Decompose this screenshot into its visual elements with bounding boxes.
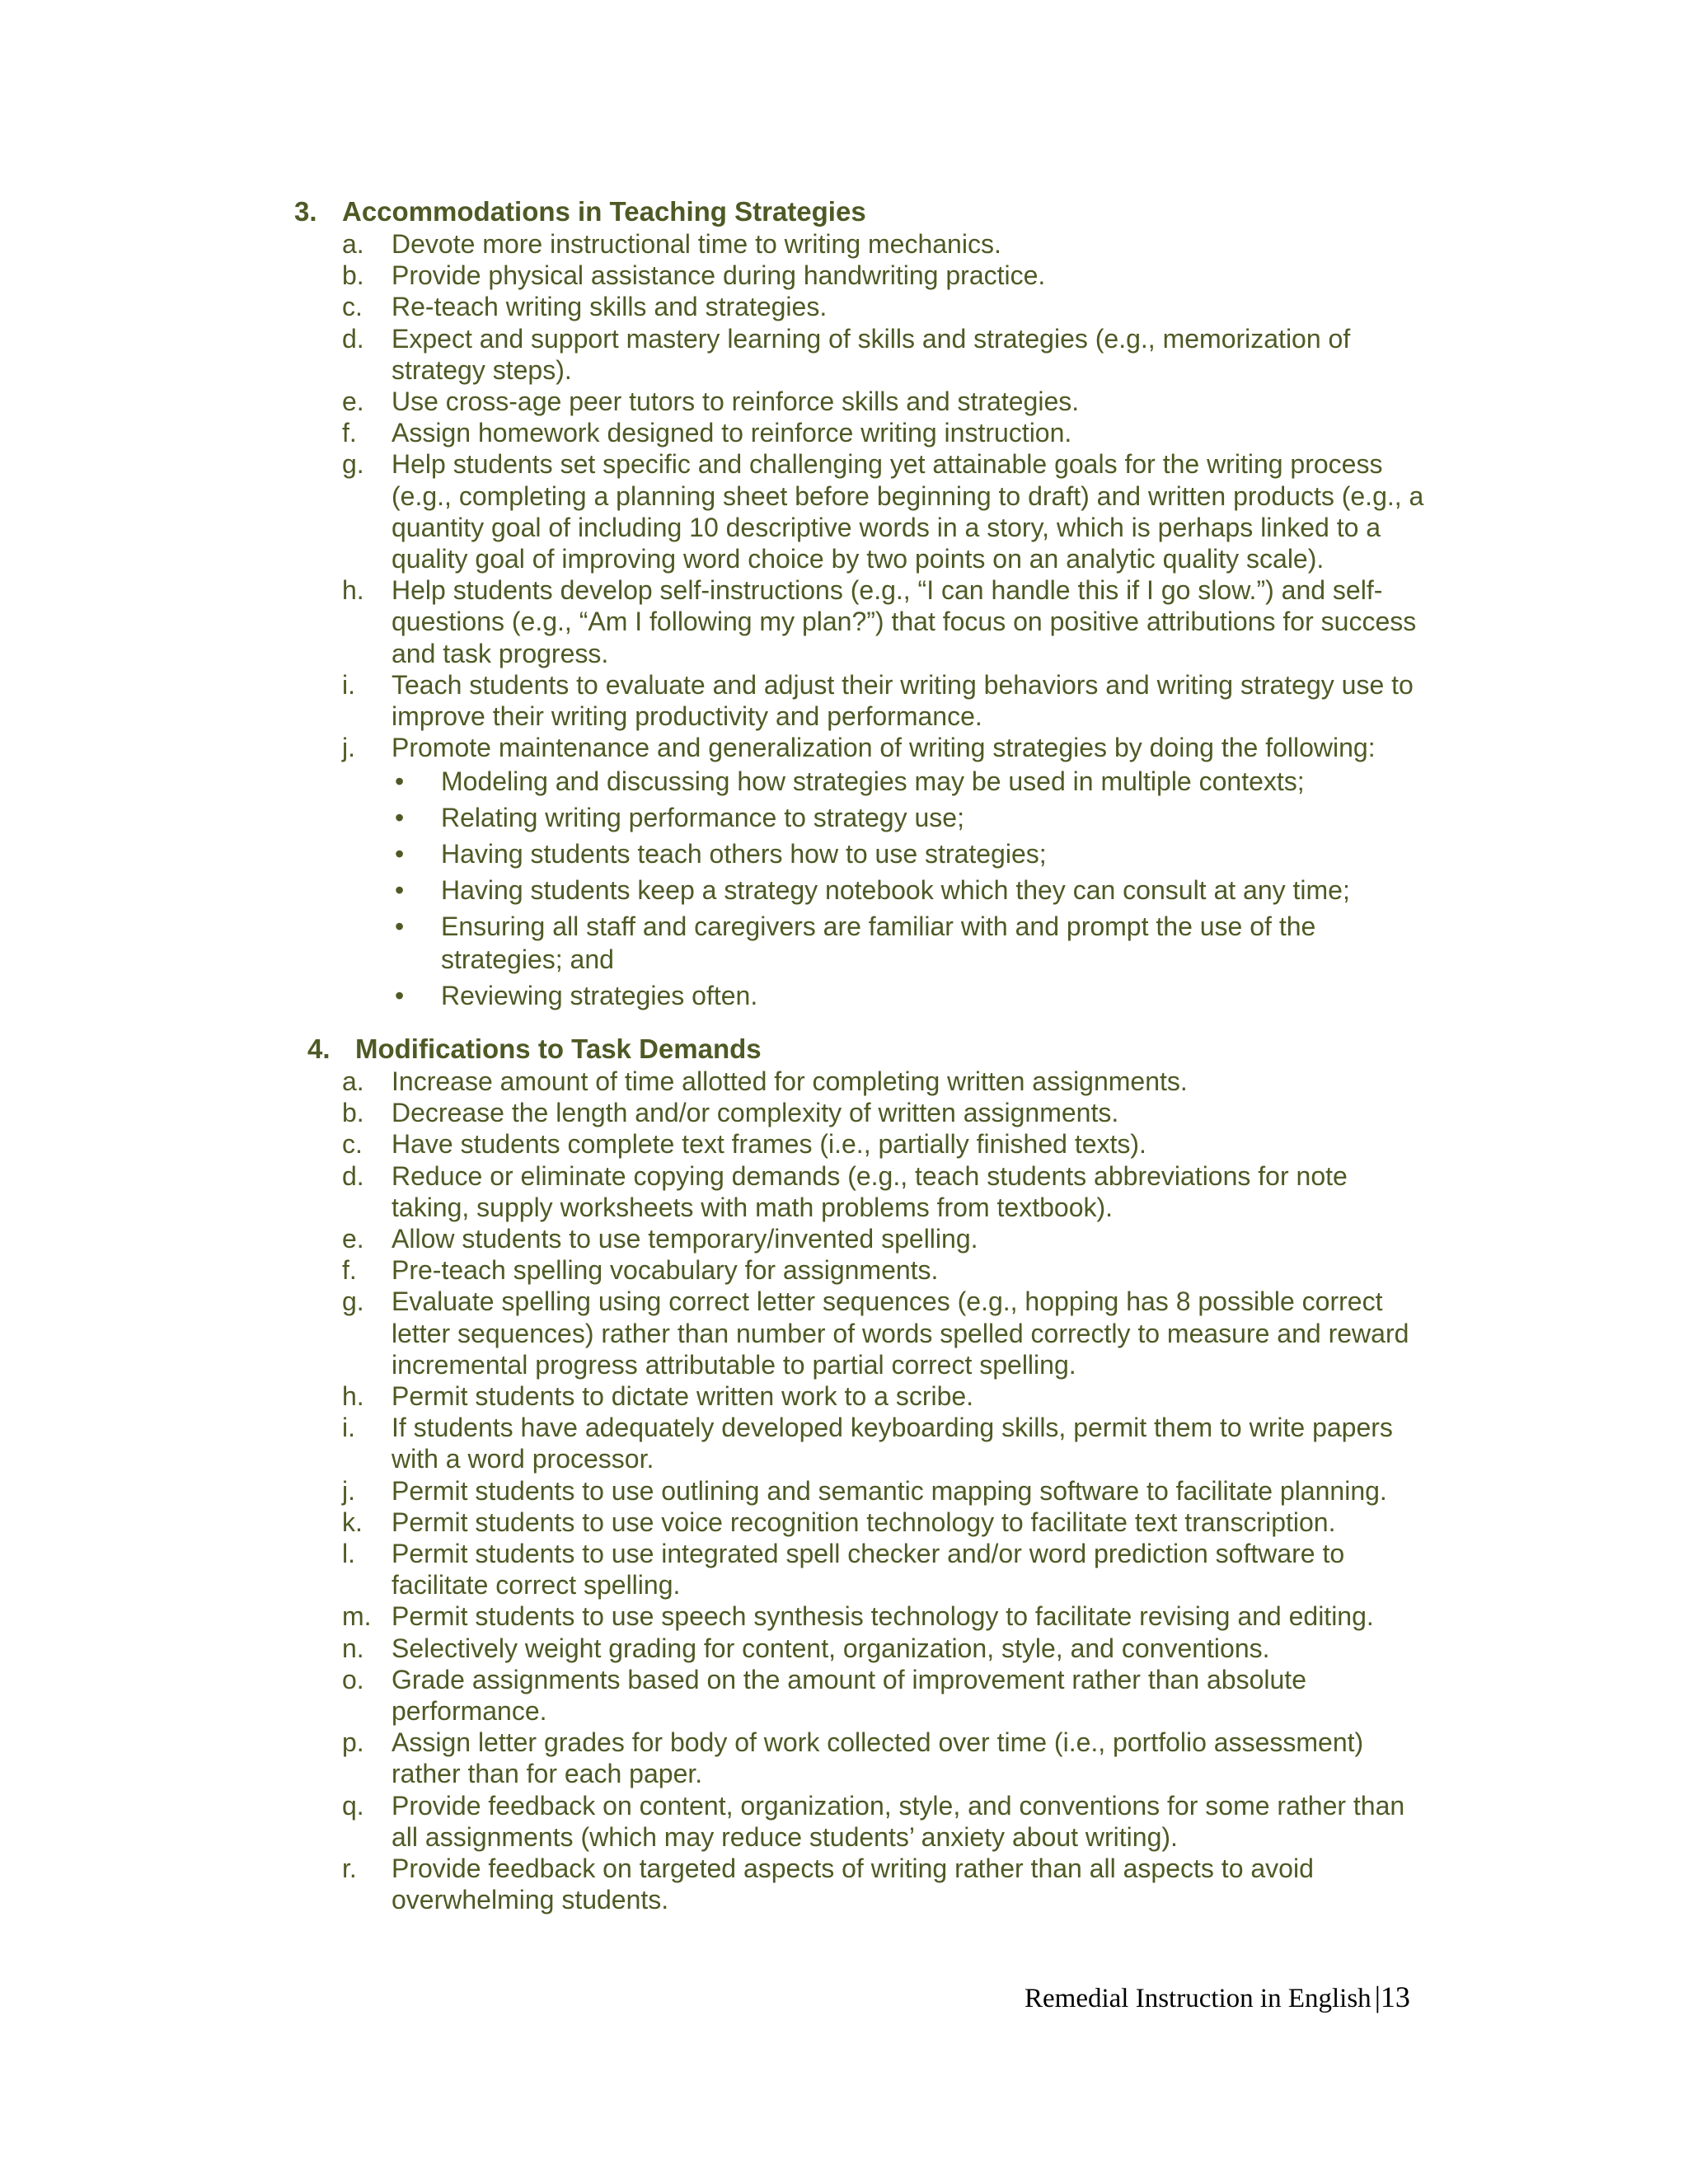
item-text: Pre-teach spelling vocabulary for assignments.: [392, 1255, 939, 1286]
item-text: Re-teach writing skills and strategies.: [392, 292, 828, 322]
bullet-icon: •: [395, 803, 405, 833]
item-letter: a.: [342, 1066, 364, 1096]
item-letter: f.: [342, 1255, 357, 1286]
item-text: Increase amount of time allotted for completing written assignments.: [392, 1066, 1188, 1096]
list-item: [342, 228, 1430, 260]
item-letter: e.: [342, 1224, 364, 1254]
item-text: Provide physical assistance during handwriting practice.: [392, 260, 1046, 291]
item-letter: d.: [342, 323, 364, 354]
item-text: Devote more instructional time to writing mechanics.: [392, 229, 1001, 259]
bullet-text: Reviewing strategies often.: [441, 981, 758, 1011]
bullet-text: Modeling and discussing how strategies may be used in multiple contexts;: [441, 766, 1305, 797]
bullet-icon: •: [395, 839, 405, 869]
list-item: [342, 1286, 1430, 1380]
item-text: Help students set specific and challenging yet attainable goals for the writing process (e.g., completing a planning sheet before beginning to draft) and written products (e.g., a quantity goal of including 10 descriptive words in a story, which is perhaps linked to a quality goal of improving word choice by two points on an analytic quality scale).: [392, 449, 1424, 574]
strategy-bullet-list: [392, 765, 1430, 1012]
list-item: [342, 1254, 1430, 1286]
section-title: Accommodations in Teaching Strategies: [342, 196, 866, 227]
item-letter: q.: [342, 1790, 364, 1821]
list-item: [342, 448, 1430, 574]
item-letter: g.: [342, 449, 364, 480]
item-letter: b.: [342, 260, 364, 291]
list-item: [342, 1790, 1430, 1853]
section-number: 3.: [294, 196, 317, 227]
item-letter: b.: [342, 1098, 364, 1128]
item-text: Help students develop self-instructions (e.g., “I can handle this if I go slow.”) and self-questions (e.g., “Am I following my plan?”) that focus on positive attributions for success and task progress.: [392, 575, 1417, 668]
list-item: [342, 574, 1430, 669]
list-item: [342, 1223, 1430, 1254]
list-item: [342, 1507, 1430, 1538]
item-text: Permit students to use integrated spell checker and/or word prediction software to facilitate correct spelling.: [392, 1539, 1345, 1601]
item-letter: k.: [342, 1507, 363, 1537]
bullet-icon: •: [395, 981, 405, 1011]
item-text: Assign letter grades for body of work collected over time (i.e., portfolio assessment) rather than for each paper.: [392, 1727, 1364, 1789]
page-footer: [1025, 1980, 1410, 2014]
list-item: [342, 1475, 1430, 1507]
bullet-item: [392, 874, 1430, 907]
bullet-text: Having students teach others how to use strategies;: [441, 839, 1047, 869]
list-item: [342, 1066, 1430, 1097]
item-text: Teach students to evaluate and adjust their writing behaviors and writing strategy use to improve their writing productivity and performance.: [392, 669, 1414, 732]
item-letter: j.: [342, 733, 355, 763]
list-item: [342, 323, 1430, 386]
bullet-item: [392, 910, 1430, 976]
list-item: [342, 1853, 1430, 1915]
item-text: Provide feedback on targeted aspects of writing rather than all aspects to avoid overwhelming students.: [392, 1854, 1314, 1915]
item-letter: l.: [342, 1539, 355, 1569]
list-item: [342, 1664, 1430, 1727]
item-letter: e.: [342, 387, 364, 417]
modifications-list: [342, 1066, 1430, 1915]
item-text: Assign homework designed to reinforce writing instruction.: [392, 418, 1072, 448]
item-letter: f.: [342, 418, 357, 448]
item-text: Expect and support mastery learning of skills and strategies (e.g., memorization of strategy steps).: [392, 323, 1351, 385]
item-letter: c.: [342, 1129, 363, 1160]
item-text: Permit students to use outlining and semantic mapping software to facilitate planning.: [392, 1475, 1387, 1506]
item-letter: r.: [342, 1854, 357, 1884]
item-text: Selectively weight grading for content, organization, style, and conventions.: [392, 1633, 1270, 1663]
item-text: Have students complete text frames (i.e., partially finished texts).: [392, 1129, 1146, 1160]
list-item: [342, 386, 1430, 417]
item-letter: h.: [342, 1381, 364, 1412]
item-text: Grade assignments based on the amount of improvement rather than absolute performance.: [392, 1664, 1306, 1727]
bullet-icon: •: [395, 912, 405, 942]
item-text: Permit students to use speech synthesis technology to facilitate revising and editing.: [392, 1601, 1374, 1632]
item-letter: o.: [342, 1664, 364, 1694]
item-letter: n.: [342, 1633, 364, 1663]
item-letter: a.: [342, 229, 364, 259]
bullet-icon: •: [395, 875, 405, 906]
item-letter: i.: [342, 1413, 355, 1443]
list-item: [342, 1128, 1430, 1160]
item-text: Promote maintenance and generalization of writing strategies by doing the following:: [392, 733, 1376, 763]
section-title: Modifications to Task Demands: [355, 1033, 762, 1064]
footer-separator: |: [1374, 1980, 1381, 2013]
item-text: Use cross-age peer tutors to reinforce skills and strategies.: [392, 387, 1080, 417]
item-letter: m.: [342, 1601, 372, 1632]
list-item: [342, 1538, 1430, 1601]
page-number: 13: [1380, 1980, 1410, 2013]
item-letter: h.: [342, 575, 364, 606]
list-item: [342, 260, 1430, 291]
bullet-text: Relating writing performance to strategy use;: [441, 803, 964, 833]
list-item: [342, 291, 1430, 322]
item-letter: p.: [342, 1727, 364, 1758]
bullet-icon: •: [395, 766, 405, 797]
bullet-text: Having students keep a strategy notebook which they can consult at any time;: [441, 875, 1350, 906]
bullet-item: [392, 837, 1430, 870]
item-text: Reduce or eliminate copying demands (e.g., teach students abbreviations for note taking, supply worksheets with math problems from textbook).: [392, 1160, 1348, 1222]
item-text: Decrease the length and/or complexity of written assignments.: [392, 1098, 1119, 1128]
bullet-item: [392, 979, 1430, 1012]
item-text: If students have adequately developed keyboarding skills, permit them to write papers with a word processor.: [392, 1413, 1393, 1474]
bullet-item: [392, 765, 1430, 798]
item-letter: j.: [342, 1475, 355, 1506]
item-text: Allow students to use temporary/invented spelling.: [392, 1224, 978, 1254]
list-item: [342, 1380, 1430, 1412]
footer-title: Remedial Instruction in English: [1025, 1984, 1372, 2013]
item-letter: i.: [342, 669, 355, 700]
item-text: Permit students to use voice recognition technology to facilitate text transcription.: [392, 1507, 1336, 1537]
bullet-text: Ensuring all staff and caregivers are familiar with and prompt the use of the strategies; and: [441, 912, 1316, 975]
item-text: Evaluate spelling using correct letter sequences (e.g., hopping has 8 possible correct letter sequences) rather than number of words spelled correctly to measure and reward incremental progress attributable to partial correct spelling.: [392, 1286, 1409, 1380]
item-letter: c.: [342, 292, 363, 322]
item-text: Permit students to dictate written work to a scribe.: [392, 1381, 974, 1412]
list-item: [342, 417, 1430, 448]
list-item: [342, 1412, 1430, 1474]
list-item: [342, 1601, 1430, 1632]
list-item: [342, 1633, 1430, 1664]
accommodations-list: [342, 228, 1430, 1015]
list-item: [342, 1727, 1430, 1789]
section-number: 4.: [307, 1033, 331, 1064]
item-letter: d.: [342, 1160, 364, 1191]
list-item: [342, 1160, 1430, 1223]
item-letter: g.: [342, 1286, 364, 1317]
bullet-item: [392, 801, 1430, 834]
list-item: [342, 669, 1430, 732]
item-text: Provide feedback on content, organization, style, and conventions for some rather than all assignments (which may reduce students’ anxiety about writing).: [392, 1790, 1405, 1852]
list-item: [342, 732, 1430, 1012]
list-item: [342, 1097, 1430, 1128]
